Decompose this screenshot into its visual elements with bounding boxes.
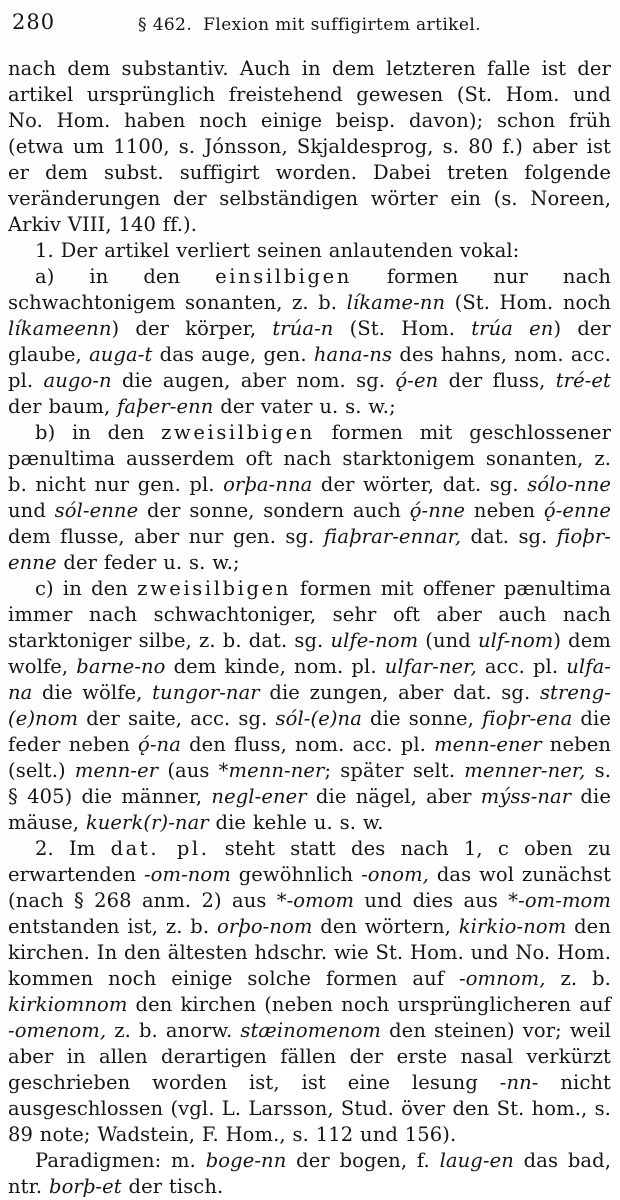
italic-term: boge-nn — [205, 1149, 287, 1172]
text-run: der baum, — [8, 395, 118, 418]
spaced-emphasis: dat. pl. — [110, 837, 210, 860]
text-run: der sonne, sondern auch — [138, 499, 410, 522]
text-run: formen mit geschlossener pænultima ausserdem oft nach starktonigem sonanten, z. b. nicht nur gen. pl. — [8, 421, 611, 496]
text-run: ) dem wolfe, — [8, 629, 612, 678]
text-run: z. b. — [545, 967, 611, 990]
text-run: die sonne, — [361, 707, 483, 730]
paragraph — [8, 420, 611, 576]
italic-term: ulfa-na — [8, 655, 611, 704]
italic-term: fioþr-ena — [482, 707, 573, 730]
text-run: nicht ausgeschlossen (vgl. L. Larsson, Stud. över den St. hom., s. 89 note; Wadstein, F. Hom., s. 112 und 156). — [8, 1071, 611, 1146]
text-run: und — [8, 499, 55, 522]
text-run: dem kinde, nom. pl. — [165, 655, 385, 678]
text-run: (St. Hom. — [333, 317, 472, 340]
italic-term: menn-er — [74, 759, 159, 782]
italic-term: fiaþrar-ennar, — [323, 525, 462, 548]
italic-term: trúa-n — [272, 317, 334, 340]
italic-term: sól-enne — [54, 499, 139, 522]
italic-term: -om-nom — [143, 863, 231, 886]
italic-term: hana-ns — [313, 343, 393, 366]
italic-term: augo-n — [43, 369, 112, 392]
paragraph — [8, 1148, 611, 1200]
text-run: die kehle u. s. w. — [208, 811, 384, 834]
italic-term: kuerk(r)-nar — [85, 811, 209, 834]
spaced-emphasis: einsilbigen — [215, 265, 352, 288]
text-run: z. b. anorw. — [106, 1019, 241, 1042]
text-run: entstanden ist, z. b. — [8, 915, 217, 938]
italic-term: líkameenn — [8, 317, 112, 340]
text-run: gewöhnlich — [230, 863, 362, 886]
italic-term: auga-t — [89, 343, 153, 366]
text-run: die feder neben — [8, 707, 611, 756]
italic-term: menn-ener — [434, 733, 542, 756]
text-run: das wol zunächst (nach § 268 anm. 2) aus — [8, 863, 612, 912]
text-run: dat. sg. — [461, 525, 557, 548]
italic-term: -onom, — [361, 863, 429, 886]
text-run: das auge, gen. — [152, 343, 314, 366]
spaced-emphasis: zweisilbigen — [137, 577, 291, 600]
text-run: die augen, aber nom. sg. — [111, 369, 396, 392]
text-run: die zungen, aber dat. sg. — [259, 681, 540, 704]
text-run: den kirchen (neben noch ursprünglicheren auf — [127, 993, 611, 1016]
italic-term: ulfar-ner, — [384, 655, 477, 678]
italic-term: ulf-nom — [477, 629, 554, 652]
italic-term: trúa en — [471, 317, 554, 340]
italic-term: tré-et — [555, 369, 611, 392]
page-number: 280 — [12, 10, 56, 34]
text-run: die mäuse, — [8, 785, 611, 834]
italic-term: negl-ener — [211, 785, 307, 808]
italic-term: orþa-nna — [223, 473, 313, 496]
section-title: Flexion mit suffigirtem artikel. — [203, 15, 481, 35]
text-run: a) in den — [35, 265, 216, 288]
text-run: ) der glaube, — [8, 317, 611, 366]
paragraph — [8, 238, 611, 264]
text-run: der wörter, dat. sg. — [312, 473, 528, 496]
italic-term: sól-(e)na — [275, 707, 362, 730]
text-run: die wölfe, — [32, 681, 153, 704]
text-run: Paradigmen: m. — [35, 1149, 206, 1172]
text-run: das bad, ntr. — [8, 1149, 612, 1198]
italic-term: streng-(e)nom — [8, 681, 611, 730]
italic-term: ǫ́-nne — [409, 499, 466, 522]
text-run: acc. pl. — [476, 655, 567, 678]
text-run: s. § 405) die männer, — [8, 759, 611, 808]
text-run: der fluss, — [438, 369, 556, 392]
text-run: den kirchen. In den ältesten hdschr. wie St. Hom. und No. Hom. kommen noch einige solche formen auf — [8, 915, 611, 990]
section-label: § 462. — [138, 15, 193, 35]
italic-term: *-omom — [276, 889, 355, 912]
text-run: dem flusse, aber nur gen. sg. — [8, 525, 324, 548]
text-run: formen mit offener pænultima immer nach schwachtoniger, sehr oft aber auch nach starktoniger silbe, z. b. dat. sg. — [8, 577, 611, 652]
text-run: den wörtern, — [312, 915, 459, 938]
text-run: (und — [418, 629, 478, 652]
text-run: der feder u. s. w.; — [56, 551, 240, 574]
italic-term: mýss-nar — [480, 785, 572, 808]
text-run: steht statt des nach 1, c oben zu erwartenden — [8, 837, 612, 886]
italic-term: -omnom, — [459, 967, 546, 990]
section-heading — [8, 8, 611, 35]
italic-term: ǫ́-na — [138, 733, 181, 756]
text-run: den steinen) vor; weil aber in allen derartigen fällen der erste nasal verkürzt geschrieben worden ist, ist eine lesung — [8, 1019, 611, 1094]
italic-term: stæinomenom — [240, 1019, 382, 1042]
italic-term: tungor-nar — [152, 681, 260, 704]
italic-term: kirkiomnom — [8, 993, 128, 1016]
text-run: neben (selt.) — [8, 733, 611, 782]
italic-term: borþ-et — [48, 1175, 122, 1198]
text-run: neben — [465, 499, 544, 522]
page-text — [8, 56, 611, 1200]
text-run: (St. Hom. noch — [445, 291, 611, 314]
italic-term: ǫ́-en — [395, 369, 439, 392]
italic-term: barne-no — [76, 655, 166, 678]
italic-term: faþer-enn — [117, 395, 214, 418]
paragraph — [8, 264, 611, 420]
text-run: b) in den — [35, 421, 162, 444]
italic-term: ǫ́-enne — [543, 499, 611, 522]
italic-term: -nn- — [499, 1071, 539, 1094]
paragraph — [8, 576, 611, 836]
spaced-emphasis: zweisilbigen — [161, 421, 315, 444]
text-run: (aus — [158, 759, 219, 782]
text-run: ; später selt. — [324, 759, 465, 782]
italic-term: orþo-nom — [216, 915, 313, 938]
text-run: c) in den — [35, 577, 138, 600]
text-run: die nägel, aber — [306, 785, 481, 808]
paragraph — [8, 56, 611, 238]
text-run: des hahns, nom. acc. pl. — [8, 343, 611, 392]
text-run: und dies aus — [354, 889, 509, 912]
text-run: der saite, acc. sg. — [78, 707, 276, 730]
italic-term: líkame-nn — [346, 291, 446, 314]
italic-term: kirkio-nom — [458, 915, 567, 938]
italic-term: -omenom, — [8, 1019, 107, 1042]
italic-term: *menn-ner — [218, 759, 325, 782]
italic-term: menner-ner, — [464, 759, 586, 782]
italic-term: *-om-mom — [508, 889, 611, 912]
text-run: der tisch. — [121, 1175, 224, 1198]
text-run: nach dem substantiv. Auch in dem letzteren falle ist der artikel ursprünglich freistehend gewesen (St. Hom. und No. Hom. haben noch einige beisp. davon); schon früh (etwa um 1100, s. Jónsson, Skjaldesprog, s. 80 f.) aber ist er dem subst. suffigirt worden. Dabei treten folgende veränderungen der selbständigen wörter ein (s. Noreen, Arkiv VIII, 140 ff.). — [8, 57, 611, 236]
italic-term: laug-en — [439, 1149, 514, 1172]
text-run: formen nur nach schwachtonigem sonanten, z. b. — [8, 265, 611, 314]
text-run: 1. Der artikel verliert seinen anlautenden vokal: — [35, 239, 520, 262]
text-run: ) der körper, — [111, 317, 273, 340]
text-run: der bogen, f. — [286, 1149, 440, 1172]
page-header — [8, 8, 611, 44]
paragraph — [8, 836, 611, 1148]
text-run: den fluss, nom. acc. pl. — [180, 733, 435, 756]
italic-term: sólo-nne — [527, 473, 611, 496]
italic-term: ulfe-nom — [330, 629, 419, 652]
text-run: der vater u. s. w.; — [213, 395, 396, 418]
text-run: 2. Im — [35, 837, 111, 860]
italic-term: fioþr-enne — [8, 525, 611, 574]
